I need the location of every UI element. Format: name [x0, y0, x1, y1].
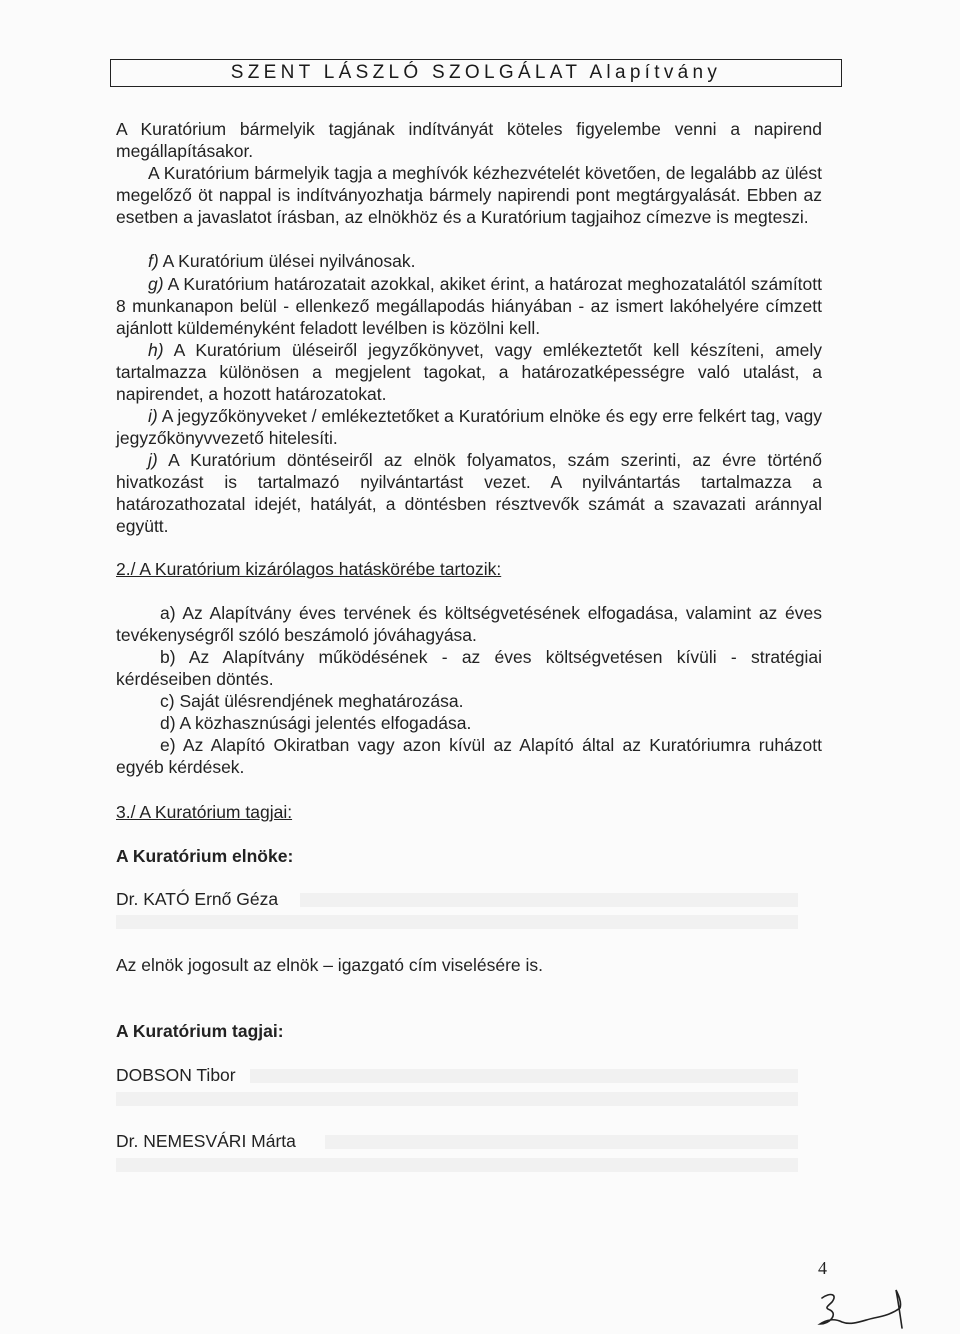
document-header [110, 59, 842, 87]
member-name: Dr. NEMESVÁRI Márta [116, 1131, 296, 1151]
section-2-item-a: a) Az Alapítvány éves tervének és költségvetésének elfogadása, valamint az éves tevékenységről szóló beszámoló jóváhagyása. [116, 603, 822, 645]
paragraph-g: g) A Kuratórium határozatait azokkal, akiket érint, a határozat meghozatalától számított 8 munkanapon belül - ellenkező megállapodás hiányában - az ismert lakóhelyére címzett ajánlott küldeményként feladott levélben is közölni kell. [116, 274, 822, 338]
members-title: A Kuratórium tagjai: [116, 1021, 284, 1041]
header-title: SZENT LÁSZLÓ SZOLGÁLAT Alapítvány [230, 62, 722, 83]
paragraph-h: h) A Kuratórium üléseiről jegyzőkönyvet, vagy emlékeztetőt kell készíteni, amely tartalmazza különösen a megjelent tagokat, a határozatképességre való utalást, a napirendet, a hozott határozatokat. [116, 340, 822, 404]
section-2-item-b: b) Az Alapítvány működésének - az éves költségvetésen kívüli - stratégiai kérdéseiben döntés. [116, 647, 822, 689]
section-2-heading: 2./ A Kuratórium kizárólagos hatáskörébe tartozik: [116, 559, 502, 579]
member-name: DOBSON Tibor [116, 1065, 236, 1085]
chair-name: Dr. KATÓ Ernő Géza [116, 889, 279, 909]
redacted-area [116, 1092, 798, 1106]
redacted-area [116, 1158, 798, 1172]
paragraph-f: f) A Kuratórium ülései nyilvánosak. [148, 251, 416, 271]
section-2-item-e: e) Az Alapító Okiratban vagy azon kívül az Alapító által az Kuratóriumra ruházott egyéb kérdések. [116, 735, 822, 777]
page-number: 4 [818, 1258, 827, 1278]
section-2-item-d: d) A közhasznúsági jelentés elfogadása. [160, 713, 472, 733]
chair-note: Az elnök jogosult az elnök – igazgató cím viselésére is. [116, 955, 544, 975]
redacted-area [325, 1135, 798, 1149]
redacted-area [250, 1069, 798, 1083]
paragraph-agenda-motion: A Kuratórium bármelyik tagjának indítványát köteles figyelembe venni a napirend megállapításakor. [116, 119, 822, 161]
section-2-item-c: c) Saját ülésrendjének meghatározása. [160, 691, 464, 711]
signature-initials [812, 1284, 912, 1332]
paragraph-i: i) A jegyzőkönyveket / emlékeztetőket a Kuratórium elnöke és egy erre felkért tag, vagy jegyzőkönyvvezető hitelesíti. [116, 406, 822, 448]
redacted-area [300, 893, 798, 907]
chair-title: A Kuratórium elnöke: [116, 846, 294, 866]
paragraph-agenda-proposal: A Kuratórium bármelyik tagja a meghívók kézhezvételét követően, de legalább az ülést megelőző öt nappal is indítványozhatja bármely napirendi pont megtárgyalását. Ebben az esetben a javaslatot írásban, az elnökhöz és a Kuratórium tagjaihoz címezve is megteszi. [116, 163, 822, 227]
section-3-heading: 3./ A Kuratórium tagjai: [116, 802, 293, 822]
paragraph-j: j) A Kuratórium döntéseiről az elnök folyamatos, szám szerinti, az évre történő hivatkozást is tartalmazó nyilvántartást vezet. A nyilvántartás tartalmazza a határozathozatal idejét, hatályát, a döntésben résztvevők számát a szavazati aránnyal együtt. [116, 450, 823, 536]
redacted-area [116, 915, 798, 929]
